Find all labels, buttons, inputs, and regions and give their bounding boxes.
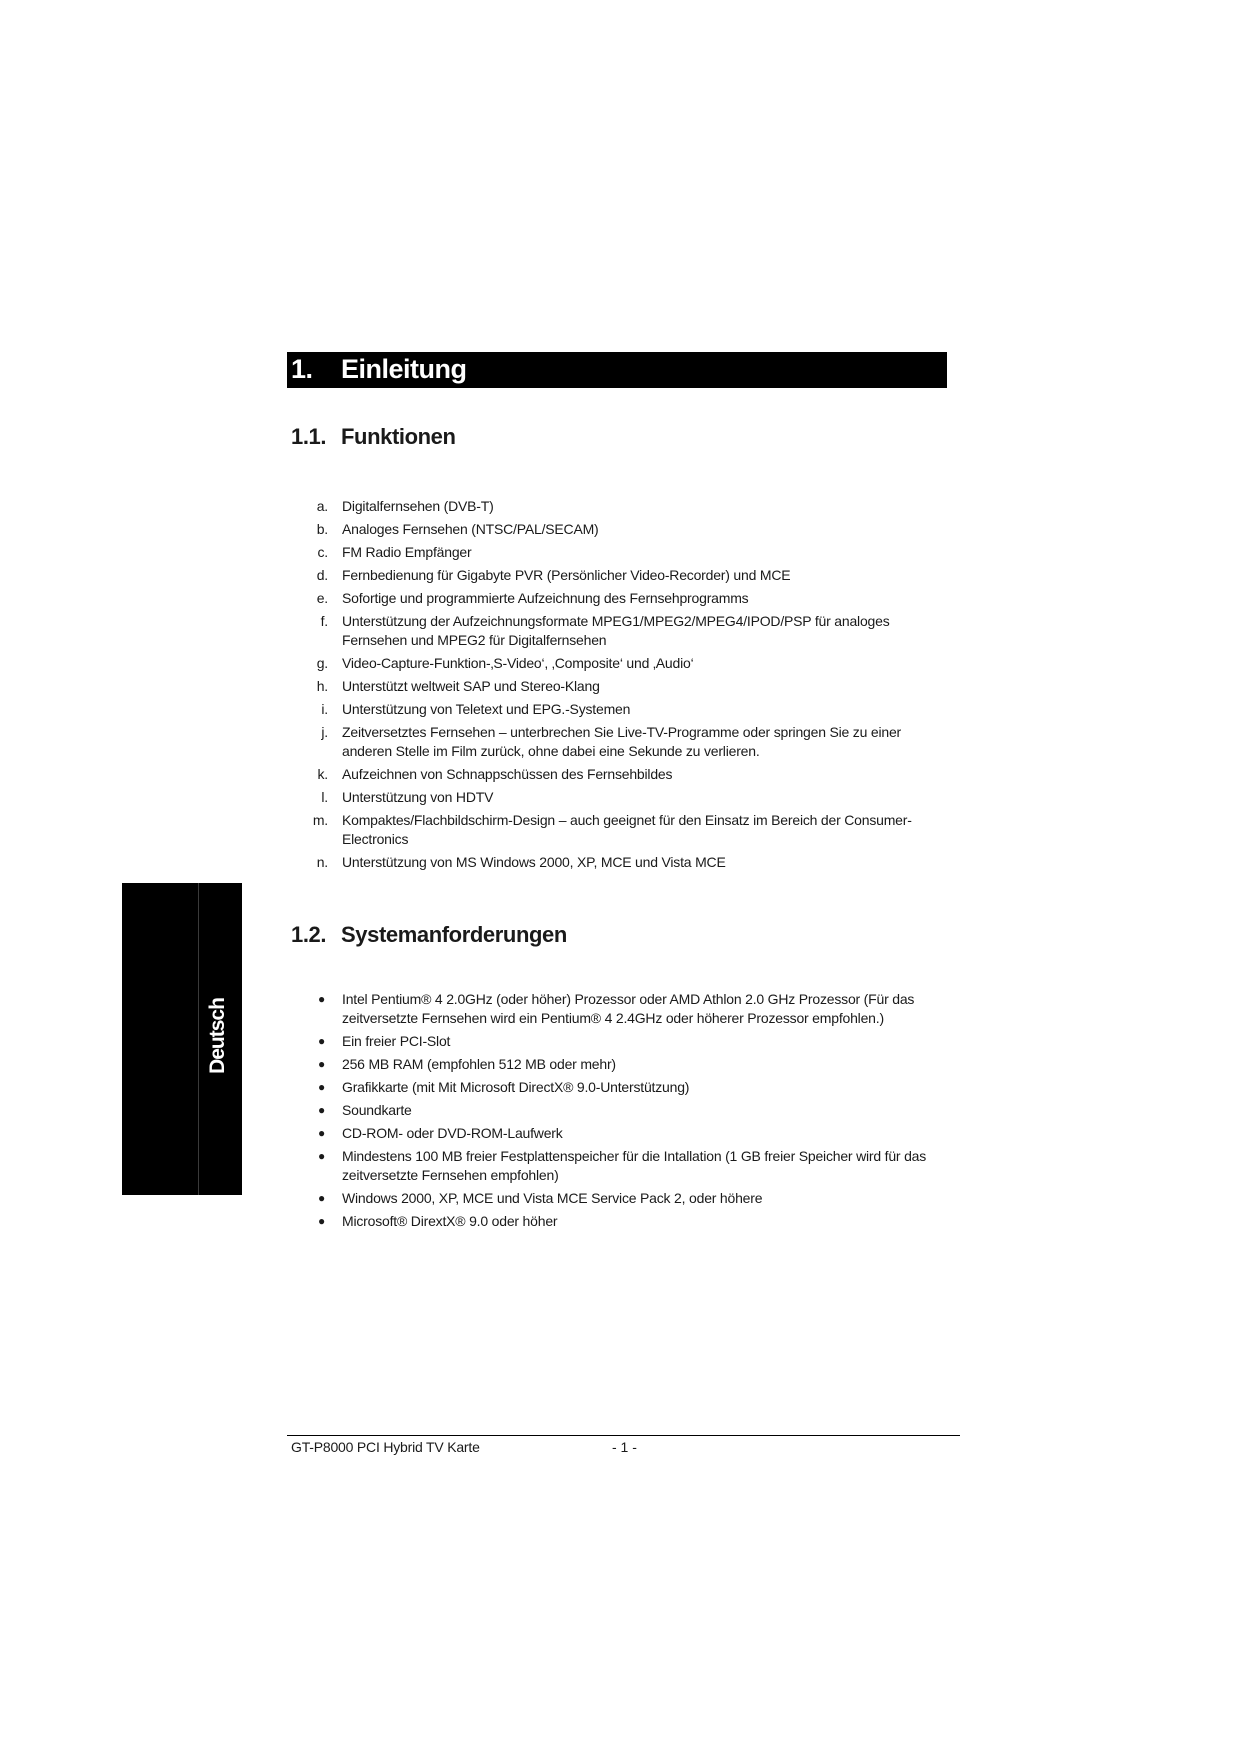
language-tab-label: Deutsch [206,998,229,1074]
bullet-icon: ● [318,1103,326,1117]
list-marker: j. [321,724,328,740]
list-marker: a. [316,498,328,514]
section-number: 1.2. [291,922,327,947]
list-marker: n. [316,854,328,870]
list-item [300,811,950,849]
list-item [300,543,950,562]
list-item-text: Digitalfernsehen (DVB-T) [342,498,494,514]
list-item-text: Unterstützung von HDTV [342,789,494,805]
requirements-list [300,990,950,1235]
section-title: Systemanforderungen [341,922,567,947]
list-item [300,1189,950,1208]
features-list [300,497,950,876]
footer-page-number: - 1 - [612,1439,637,1455]
bullet-icon: ● [318,1191,326,1205]
list-item-text: Unterstützung von MS Windows 2000, XP, MCE und Vista MCE [342,854,726,870]
list-item-text: Kompaktes/Flachbildschirm-Design – auch geeignet für den Einsatz im Bereich der Consumer-Electronics [342,812,912,847]
list-item-text: Unterstützt weltweit SAP und Stereo-Klang [342,678,600,694]
list-item [300,1055,950,1074]
list-item [300,497,950,516]
list-item-text: 256 MB RAM (empfohlen 512 MB oder mehr) [342,1056,616,1072]
list-marker: h. [316,678,328,694]
list-item-text: Zeitversetztes Fernsehen – unterbrechen Sie Live-TV-Programme oder springen Sie zu einer anderen Stelle im Film zurück, ohne dabei eine Sekunde zu verlieren. [342,724,902,759]
list-item-text: Sofortige und programmierte Aufzeichnung des Fernsehprogramms [342,590,749,606]
list-item [300,1101,950,1120]
list-item-text: Microsoft® DirextX® 9.0 oder höher [342,1213,558,1229]
list-item-text: FM Radio Empfänger [342,544,472,560]
list-item [300,677,950,696]
list-item [300,1078,950,1097]
list-item [300,589,950,608]
list-item [300,612,950,650]
list-item-text: Unterstützung der Aufzeichnungsformate MPEG1/MPEG2/MPEG4/IPOD/PSP für analoges Fernsehen und MPEG2 für Digitalfernsehen [342,613,890,648]
bullet-icon: ● [318,1149,326,1163]
list-marker: l. [321,789,328,805]
list-item [300,654,950,673]
chapter-title: Einleitung [341,354,467,384]
list-marker: c. [317,544,328,560]
list-marker: i. [321,701,328,717]
list-item-text: Grafikkarte (mit Mit Microsoft DirectX® 9.0-Unterstützung) [342,1079,690,1095]
list-item-text: Windows 2000, XP, MCE und Vista MCE Service Pack 2, oder höhere [342,1190,763,1206]
list-item-text: Mindestens 100 MB freier Festplattenspeicher für die Intallation (1 GB freier Speicher wird für das zeitversetzte Fernsehen empfohlen) [342,1148,927,1183]
list-item [300,853,950,872]
list-item [300,723,950,761]
section-title: Funktionen [341,424,456,449]
list-item-text: Intel Pentium® 4 2.0GHz (oder höher) Prozessor oder AMD Athlon 2.0 GHz Prozessor (Für das zeitversetzte Fernsehen wird ein Pentium® 4 2.4GHz oder höherer Prozessor empfohlen.) [342,991,915,1026]
list-item [300,765,950,784]
footer-divider [287,1435,960,1436]
list-item [300,788,950,807]
list-item [300,520,950,539]
list-item-text: Analoges Fernsehen (NTSC/PAL/SECAM) [342,521,599,537]
list-marker: m. [312,812,328,828]
list-item [300,1032,950,1051]
list-item-text: Soundkarte [342,1102,412,1118]
bullet-icon: ● [318,1214,326,1228]
list-marker: b. [316,521,328,537]
list-item-text: Fernbedienung für Gigabyte PVR (Persönlicher Video-Recorder) und MCE [342,567,791,583]
list-item [300,700,950,719]
list-item-text: Aufzeichnen von Schnappschüssen des Fernsehbildes [342,766,673,782]
bullet-icon: ● [318,1034,326,1048]
list-item [300,566,950,585]
list-item-text: Ein freier PCI-Slot [342,1033,451,1049]
side-tab-divider [198,883,199,1195]
list-marker: e. [316,590,328,606]
section-number: 1.1. [291,424,327,449]
bullet-icon: ● [318,1126,326,1140]
footer-product-name: GT-P8000 PCI Hybrid TV Karte [291,1439,480,1455]
list-marker: k. [317,766,328,782]
list-marker: d. [316,567,328,583]
list-marker: g. [316,655,328,671]
bullet-icon: ● [318,1080,326,1094]
list-item [300,990,950,1028]
list-item-text: Unterstützung von Teletext und EPG.-Systemen [342,701,631,717]
bullet-icon: ● [318,992,326,1006]
list-item [300,1147,950,1185]
bullet-icon: ● [318,1057,326,1071]
chapter-number: 1. [291,354,313,384]
list-item-text: CD-ROM- oder DVD-ROM-Laufwerk [342,1125,563,1141]
list-item [300,1124,950,1143]
list-item-text: Video-Capture-Funktion-‚S-Video‘, ‚Composite‘ und ‚Audio‘ [342,655,694,671]
list-item [300,1212,950,1231]
chapter-heading-bar [287,352,947,388]
list-marker: f. [320,613,328,629]
